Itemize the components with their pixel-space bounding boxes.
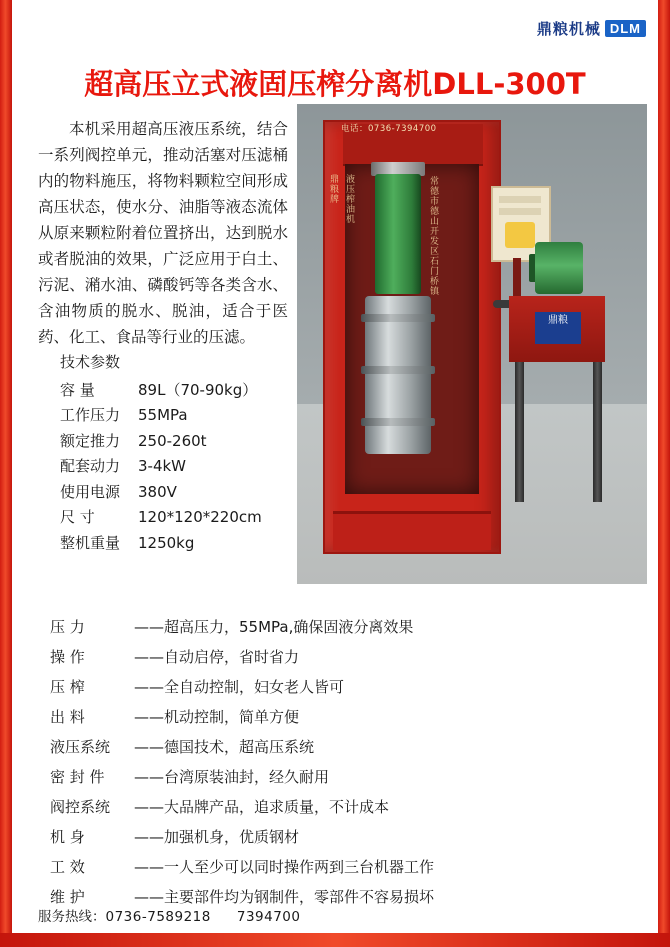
panel-line	[499, 196, 541, 203]
feature-row	[50, 732, 630, 762]
feature-label: 液压系统	[50, 738, 111, 756]
spec-row	[60, 378, 310, 404]
spec-value: 380V	[138, 482, 177, 501]
pump-brand-plate: 鼎粮	[535, 312, 581, 344]
feature-text: ——自动启停，省时省力	[134, 648, 300, 666]
feature-row	[50, 852, 630, 882]
feature-row	[50, 672, 630, 702]
feature-text: ——全自动控制，妇女老人皆可	[134, 678, 345, 696]
feature-row	[50, 792, 630, 822]
brand-logo	[537, 18, 646, 39]
spec-row	[60, 505, 310, 531]
feature-label: 出 料	[50, 708, 85, 726]
machine-brand-text-1: 鼎粮牌	[328, 174, 338, 204]
spec-value: 120*120*220cm	[138, 508, 262, 526]
page-title: 超高压立式液固压榨分离机DLL-300T	[84, 67, 586, 101]
left-red-border	[0, 0, 12, 947]
feature-text: ——机动控制，简单方便	[134, 708, 300, 726]
intro-paragraph: 本机采用超高压液压系统，结合一系列阀控单元，推动活塞对压滤桶内的物料施压，将物料颗粒空间形成高压状态，使水分、油脂等液态流体从原来颗粒附着位置挤出，达到脱水或者脱油的效果，广泛应用于白土、污泥、潲水油、磷酸钙等各类含水、含油物质的脱水、脱油，适合于医药、化工、食品等行业的压滤。	[38, 120, 288, 346]
feature-label: 阀控系统	[50, 798, 111, 816]
feature-row	[50, 702, 630, 732]
panel-logo	[505, 222, 535, 248]
spec-label: 配套动力	[60, 457, 121, 475]
feature-row	[50, 822, 630, 852]
spec-label: 额定推力	[60, 431, 121, 450]
footer-label: 服务热线：	[38, 909, 106, 925]
hydraulic-cylinder	[375, 174, 421, 294]
spec-value: 3-4kW	[138, 457, 187, 475]
feature-label: 维 护	[50, 888, 85, 906]
feature-label: 工 效	[50, 858, 85, 876]
spec-value: 250-260t	[138, 431, 207, 450]
spec-label: 工作压力	[60, 406, 121, 424]
stand-leg-right	[593, 362, 602, 502]
spec-label: 尺 寸	[60, 508, 95, 526]
spec-label: 使用电源	[60, 482, 121, 501]
spec-list	[60, 350, 310, 556]
barrel-band	[361, 366, 435, 374]
feature-text: ——加强机身，优质钢材	[134, 828, 300, 846]
spec-label: 整机重量	[60, 533, 121, 552]
feature-text: ——超高压力，55MPa,确保固液分离效果	[134, 618, 414, 636]
spec-row	[60, 403, 310, 429]
barrel-band	[361, 314, 435, 322]
feature-row	[50, 642, 630, 672]
spec-value: 55MPa	[138, 406, 188, 424]
right-red-border	[658, 0, 670, 947]
feature-text: ——德国技术，超高压系统	[134, 738, 315, 756]
machine-brand-text-2: 液压榨油机	[344, 174, 354, 224]
brand-badge-dlm: DLM	[605, 20, 646, 37]
poster-content	[12, 0, 658, 947]
machine-phone-text: 电话：0736-7394700	[341, 124, 437, 134]
feature-list	[50, 612, 630, 912]
feature-text: ——主要部件均为钢制件，零部件不容易损坏	[134, 888, 435, 906]
spec-value: 1250kg	[138, 533, 195, 552]
electric-motor	[535, 242, 583, 294]
feature-label: 密 封 件	[50, 768, 105, 786]
panel-line	[499, 208, 541, 215]
feature-row	[50, 762, 630, 792]
spec-value: 89L（70-90kg）	[138, 380, 258, 399]
feature-label: 压 榨	[50, 678, 85, 696]
spec-row	[60, 531, 310, 557]
feature-label: 压 力	[50, 618, 85, 636]
panel-support-post	[513, 258, 521, 298]
spec-heading: 技术参数	[60, 353, 121, 371]
machine-photo	[297, 104, 647, 584]
brand-name-cn: 鼎粮机械	[536, 20, 601, 38]
feature-label: 操 作	[50, 648, 85, 666]
spec-row	[60, 429, 310, 455]
spec-label: 容 量	[60, 380, 95, 399]
machine-base	[333, 511, 491, 550]
spec-row	[60, 480, 310, 506]
machine-brand-text-3: 常德市德山开发区石门桥镇	[428, 176, 438, 296]
feature-text: ——台湾原装油封，经久耐用	[134, 768, 330, 786]
barrel-band	[361, 418, 435, 426]
stand-leg-left	[515, 362, 524, 502]
feature-text: ——一人至少可以同时操作两到三台机器工作	[134, 858, 435, 876]
footer-phone-1: 0736-7589218	[105, 909, 211, 925]
footer-hotline	[38, 905, 300, 925]
footer-phone-2: 7394700	[236, 909, 301, 925]
spec-row	[60, 454, 310, 480]
pump-station	[509, 296, 605, 362]
feature-row	[50, 612, 630, 642]
feature-text: ——大品牌产品，追求质量，不计成本	[134, 798, 390, 816]
feature-label: 机 身	[50, 828, 85, 846]
